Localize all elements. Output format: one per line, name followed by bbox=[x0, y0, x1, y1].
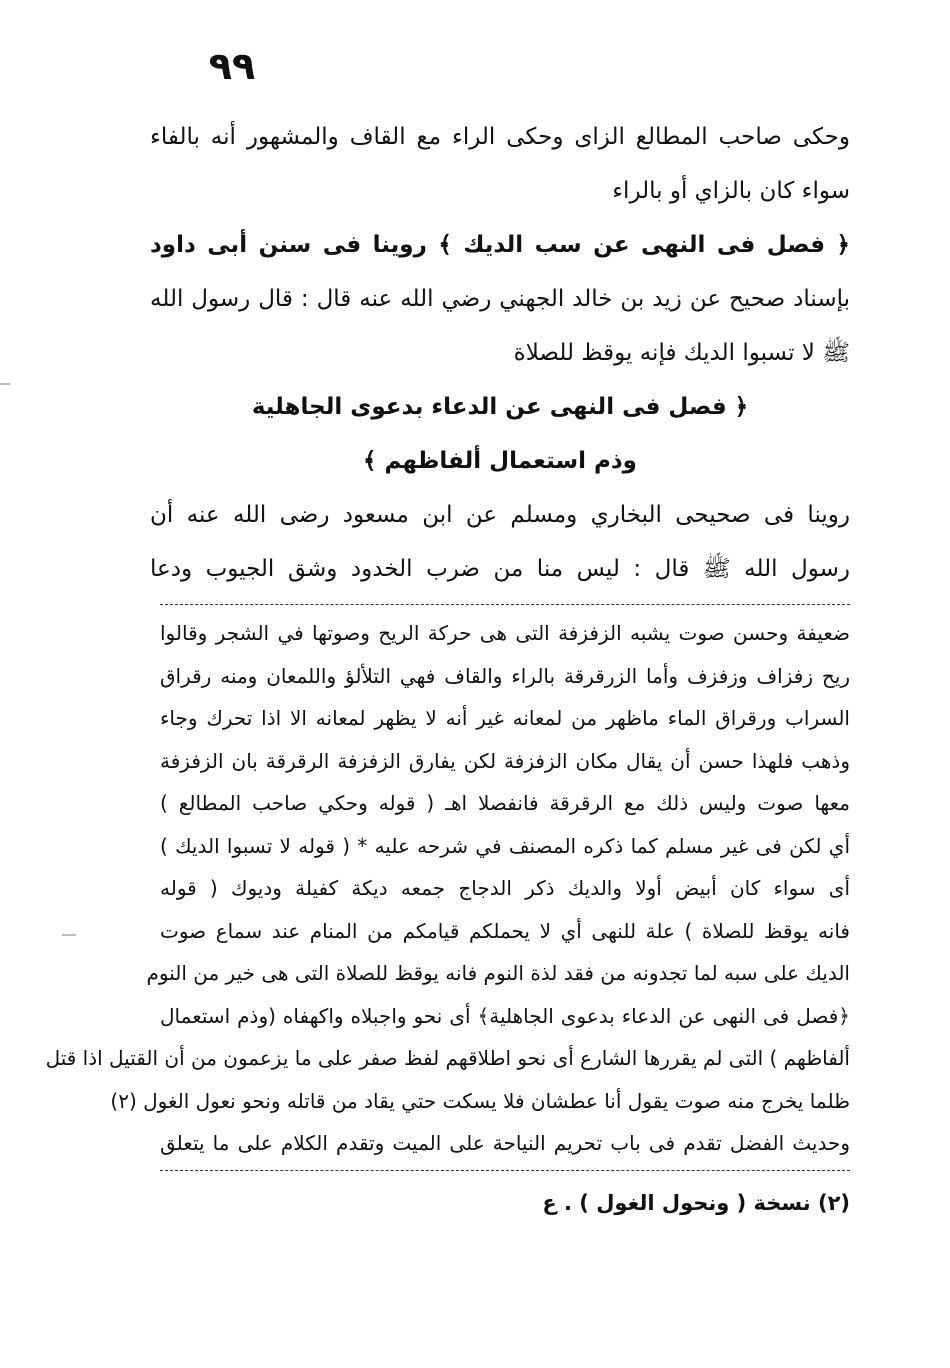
main-line-4: بإسناد صحيح عن زيد بن خالد الجهني رضي الله عنه قال : قال رسول الله bbox=[150, 286, 850, 312]
commentary-line-1: ضعيفة وحسن صوت يشبه الزفزفة التى هى حركة الريح وصوتها في الشجر وقالوا bbox=[160, 621, 850, 645]
commentary-line-3: السراب ورقراق الماء ماظهر من لمعانه غير أنه لا يظهر لمعانه الا اذا تحرك وجاء bbox=[160, 706, 850, 730]
section-heading-jahiliyya-2: وذم استعمال ألفاظهم ﴾ bbox=[363, 448, 637, 474]
commentary-line-4: وذهب فلهذا حسن أن يقال مكان الزفزفة لكن يفارق الزفزفة الرقرقة بان الزفزفة bbox=[160, 748, 850, 773]
commentary-line-7: أى سواء كان أبيض أولا والديك ذكر الدجاج جمعه ديكة كفيلة وديوك ( قوله bbox=[160, 876, 850, 900]
commentary-line-6: أي لكن فى غير مسلم كما ذكره المصنف في شرحه عليه * ( قوله لا تسبوا الديك ) bbox=[160, 833, 850, 858]
footnote-divider bbox=[160, 1170, 850, 1171]
page-number: ٩٩ bbox=[208, 44, 256, 88]
section-heading-rooster: ﴿ فصل فى النهى عن سب الديك ﴾ روينا فى سنن أبى داود bbox=[150, 232, 850, 258]
margin-mark bbox=[62, 934, 76, 936]
commentary-line-2: ريح زفزاف وزفزف وأما الزرقرقة بالراء والقاف فهي التلألؤ واللمعان ومنه رقراق bbox=[160, 663, 850, 688]
commentary-line-5: معها صوت وليس ذلك مع الرقرقة فانفصلا اهـ ( قوله وحكي صاحب المطالع ) bbox=[160, 791, 850, 815]
commentary-divider bbox=[160, 604, 850, 605]
main-line-9: رسول الله ﷺ قال : ليس منا من ضرب الخدود وشق الجيوب ودعا bbox=[150, 556, 850, 582]
main-line-8: روينا فى صحيحى البخاري ومسلم عن ابن مسعود رضى الله عنه أن bbox=[150, 502, 850, 528]
main-line-2: سواء كان بالزاي أو بالراء bbox=[612, 178, 850, 204]
section-heading-jahiliyya-1: ﴿ فصل فى النهى عن الدعاء بدعوى الجاهلية bbox=[251, 394, 749, 420]
footnote: (٢) نسخة ( ونحول الغول ) . ع bbox=[542, 1191, 850, 1215]
main-line-1: وحكى صاحب المطالع الزاى وحكى الراء مع القاف والمشهور أنه بالفاء bbox=[150, 124, 850, 150]
commentary-line-11: ألفاظهم ) التى لم يقررها الشارع أى نحو اطلاقهم لفظ صفر على ما يزعمون من أن القتيل اذا قتل bbox=[45, 1046, 850, 1070]
commentary-block bbox=[45, 612, 850, 1165]
commentary-line-13: وحديث الفضل تقدم فى باب تحريم النياحة على الميت وتقدم الكلام على ما يتعلق bbox=[160, 1131, 850, 1155]
main-text-block bbox=[150, 110, 850, 596]
commentary-line-10: ﴿فصل فى النهى عن الدعاء بدعوى الجاهلية﴾ أى نحو واجبلاه واكهفاه (وذم استعمال bbox=[160, 1003, 850, 1028]
commentary-line-8: فانه يوقظ للصلاة ) علة للنهى أي لا يحملكم قيامكم من المنام عند سماع صوت bbox=[160, 918, 850, 943]
commentary-line-9: الديك على سبه لما تجدونه من فقد لذة النوم فانه يوقظ للصلاة التى هى خير من النوم bbox=[146, 961, 850, 985]
commentary-line-12: ظلما يخرج منه صوت يقول أنا عطشان فلا يسكت حتي يقاد من قاتله ونحو نعول الغول (٢) bbox=[110, 1088, 850, 1113]
margin-mark bbox=[0, 383, 10, 385]
main-line-5: ﷺ لا تسبوا الديك فإنه يوقظ للصلاة bbox=[513, 340, 850, 366]
